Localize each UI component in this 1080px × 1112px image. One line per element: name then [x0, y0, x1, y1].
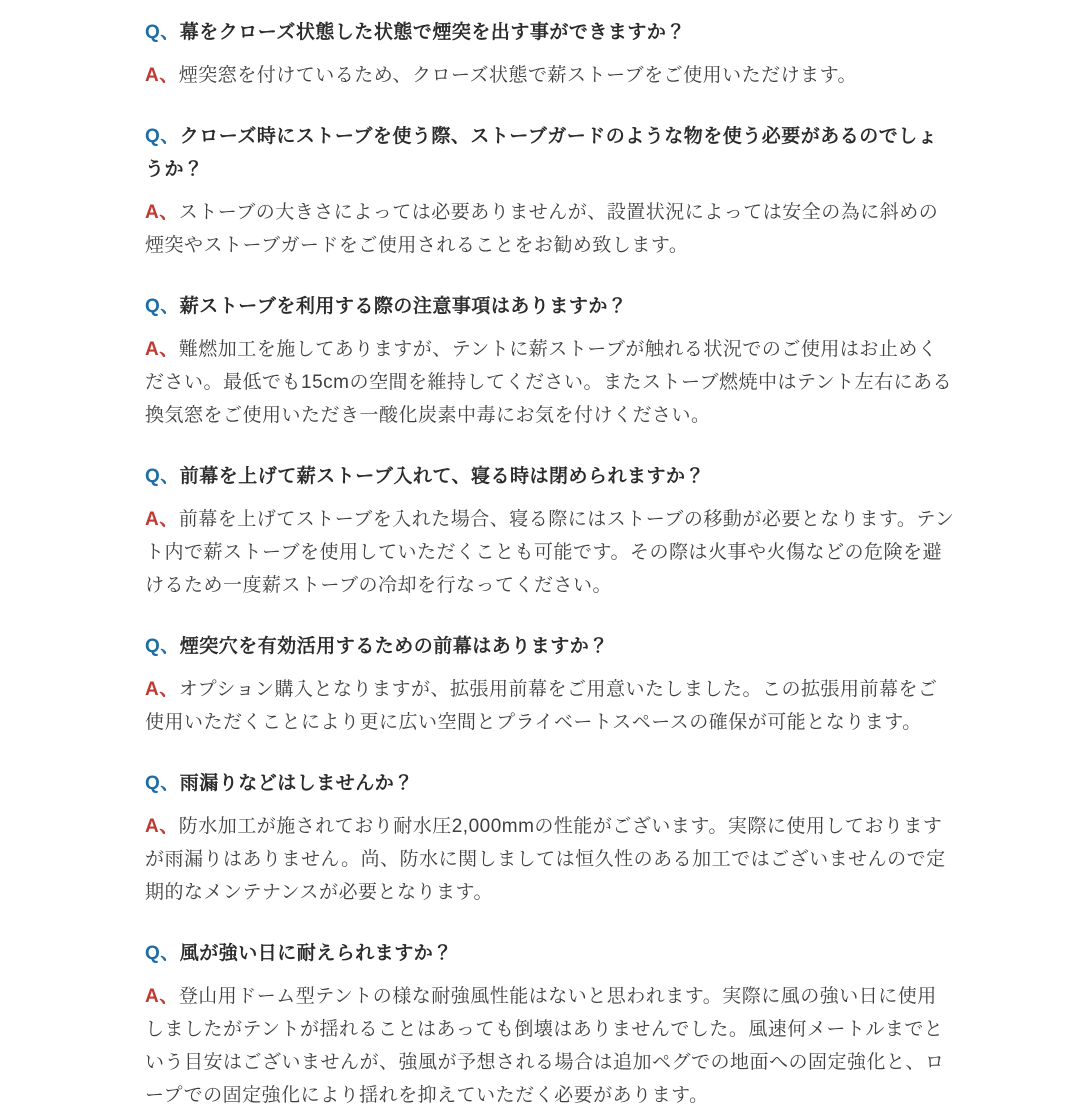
- answer-row: [145, 673, 955, 739]
- question-text: 煙突穴を有効活用するための前幕はありますか？: [179, 636, 609, 657]
- question-row: [145, 290, 955, 323]
- answer-text: 防水加工が施されており耐水圧2,000mmの性能がございます。実際に使用しておりますが雨漏りはありません。尚、防水に関しましては恒久性のある加工ではございませんので定期的なメンテナンスが必要となります。: [145, 816, 946, 903]
- answer-marker: A、: [145, 339, 179, 360]
- question-text: 風が強い日に耐えられますか？: [179, 943, 453, 964]
- question-text: 薪ストーブを利用する際の注意事項はありますか？: [179, 296, 628, 317]
- answer-row: [145, 59, 955, 92]
- answer-row: [145, 810, 955, 909]
- faq-item: [145, 937, 955, 1112]
- question-row: [145, 630, 955, 663]
- question-text: クローズ時にストーブを使う際、ストーブガードのような物を使う必要があるのでしょうか？: [145, 126, 938, 180]
- answer-marker: A、: [145, 986, 179, 1007]
- faq-item: [145, 290, 955, 432]
- question-marker: Q、: [145, 296, 180, 317]
- faq-item: [145, 120, 955, 262]
- question-row: [145, 460, 955, 493]
- question-row: [145, 120, 955, 186]
- answer-marker: A、: [145, 202, 179, 223]
- question-row: [145, 16, 955, 49]
- answer-row: [145, 196, 955, 262]
- question-marker: Q、: [145, 466, 180, 487]
- faq-item: [145, 460, 955, 602]
- question-text: 雨漏りなどはしませんか？: [179, 773, 414, 794]
- question-text: 前幕を上げて薪ストーブ入れて、寝る時は閉められますか？: [179, 466, 705, 487]
- answer-marker: A、: [145, 816, 179, 837]
- answer-text: 前幕を上げてストーブを入れた場合、寝る際にはストーブの移動が必要となります。テント内で薪ストーブを使用していただくことも可能です。その際は火事や火傷などの危険を避けるため一度薪ストーブの冷却を行なってください。: [145, 509, 955, 596]
- answer-row: [145, 980, 955, 1112]
- answer-row: [145, 503, 955, 602]
- question-marker: Q、: [145, 773, 180, 794]
- answer-text: 難燃加工を施してありますが、テントに薪ストーブが触れる状況でのご使用はお止めください。最低でも15cmの空間を維持してください。またストーブ燃焼中はテント左右にある換気窓をご使用いただき一酸化炭素中毒にお気を付けください。: [145, 339, 953, 426]
- answer-marker: A、: [145, 509, 179, 530]
- faq-item: [145, 767, 955, 909]
- answer-text: オプション購入となりますが、拡張用前幕をご用意いたしました。この拡張用前幕をご使用いただくことにより更に広い空間とプライベートスペースの確保が可能となります。: [145, 679, 938, 733]
- answer-text: ストーブの大きさによっては必要ありませんが、設置状況によっては安全の為に斜めの煙突やストーブガードをご使用されることをお勧め致します。: [145, 202, 939, 256]
- question-marker: Q、: [145, 943, 180, 964]
- faq-item: [145, 630, 955, 739]
- question-row: [145, 767, 955, 800]
- answer-row: [145, 333, 955, 432]
- question-row: [145, 937, 955, 970]
- answer-text: 登山用ドーム型テントの様な耐強風性能はないと思われます。実際に風の強い日に使用しましたがテントが揺れることはあっても倒壊はありませんでした。風速何メートルまでという目安はございませんが、強風が予想される場合は追加ペグでの地面への固定強化と、ロープでの固定強化により揺れを抑えていただく必要があります。: [145, 986, 945, 1106]
- answer-text: 煙突窓を付けているため、クローズ状態で薪ストーブをご使用いただけます。: [178, 65, 858, 86]
- answer-marker: A、: [145, 679, 179, 700]
- question-text: 幕をクローズ状態した状態で煙突を出す事ができますか？: [179, 22, 686, 43]
- question-marker: Q、: [145, 126, 180, 147]
- faq-item: [145, 16, 955, 92]
- question-marker: Q、: [145, 636, 180, 657]
- answer-marker: A、: [145, 65, 179, 86]
- question-marker: Q、: [145, 22, 180, 43]
